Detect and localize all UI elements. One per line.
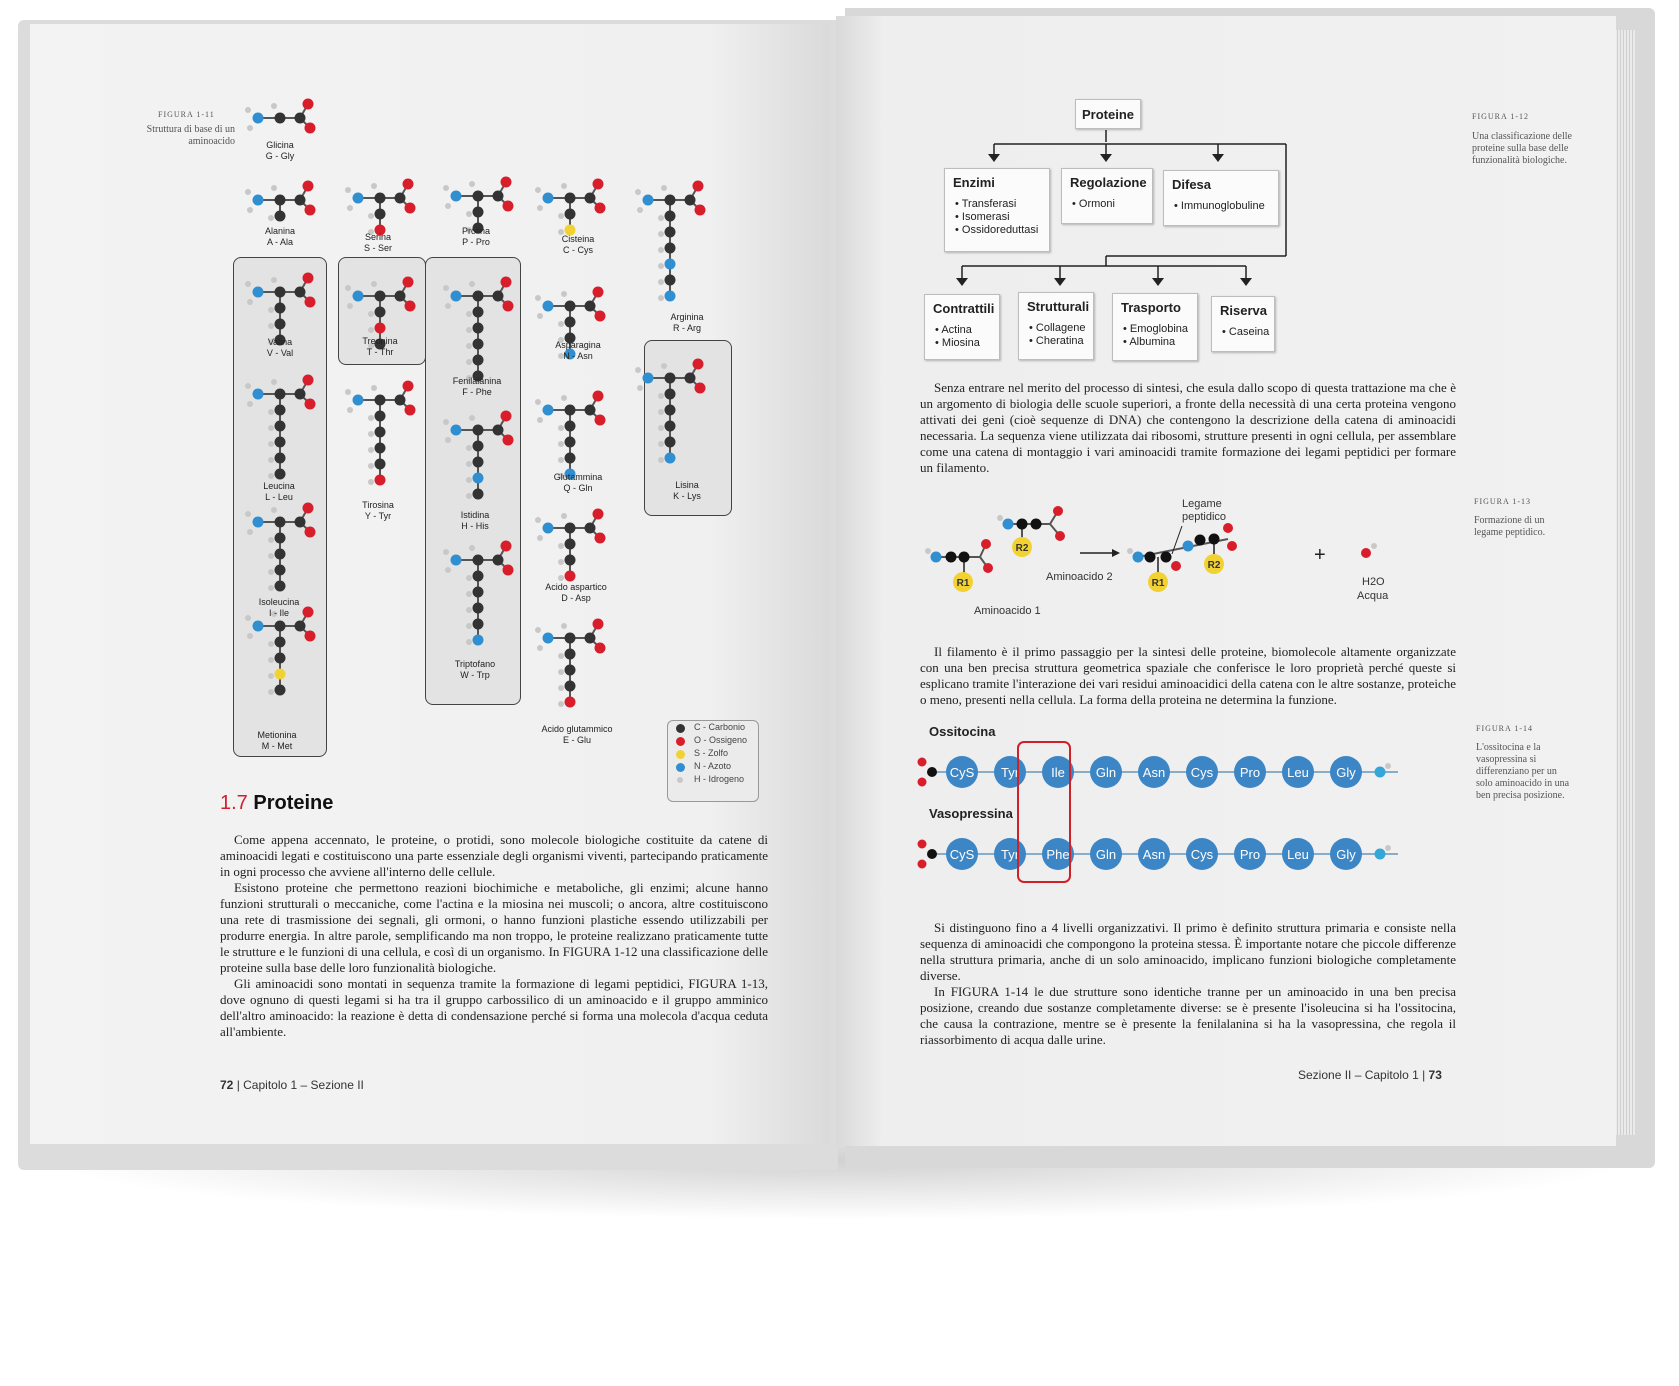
svg-text:R2: R2 — [1015, 543, 1029, 554]
left-body-text: Come appena accennato, le proteine, o protidi, sono molecole biologiche costituite da catene di aminoacidi legati e costituiscono una parte essenziale degli organismi viventi, partecipando praticamente in ogni processo che avviene all'interno delle cellule. Esistono proteine che permettono reazioni biochimiche e metaboliche, gli enzimi; alcune hanno funzioni strutturali o meccaniche, come l'actina e la miosina nei muscoli; o ancora, altre costituiscono una rete di trasmissione dei segnali, gli ormoni, o hanno funzioni plastiche essendo utilizzabili per produrre energia. In altre parole, semplificando ma non troppo, le proteine realizzano praticamente tutte le strutture e le funzioni di una cellula, e così di un organismo. In FIGURA 1-12 una classificazione delle proteine sulla base delle loro funzionalità biologiche. Gli aminoacidi sono montati in sequenza tramite la formazione di legami peptidici, FIGURA 1-13, dove ognuno di questi legami si ha tra il gruppo carbossilico di un aminoacido e il gruppo amminico dell'altro aminoacido: la reazione è detta di condensazione perché si forma una molecola d'acqua ceduta all'ambiente. — [220, 832, 768, 1039]
vasopressin-residue-label: Gly — [1336, 847, 1356, 862]
left-page — [30, 24, 830, 1144]
vasopressin-residue-label: Cys — [1190, 847, 1214, 862]
oxytocin-residue-label: Leu — [1287, 765, 1309, 780]
figure-caption: Struttura di base di un aminoacido — [146, 124, 235, 147]
org-box-strutturali: Strutturali • Collagene • Cheratina — [1018, 292, 1094, 360]
aa-label: Acido glutammico E - Glu — [541, 724, 613, 745]
svg-text:R1: R1 — [956, 578, 970, 589]
figure-label: FIGURA 1-13 — [1474, 497, 1532, 506]
aa-label: Arginina R - Arg — [670, 312, 704, 333]
oxytocin-residue-label: Ile — [1051, 765, 1065, 780]
figure-label: FIGURA 1-12 — [1472, 112, 1530, 121]
aa-label: Lisina K - Lys — [673, 480, 701, 501]
figure-caption: Formazione di un legame peptidico. — [1474, 515, 1546, 538]
atom-legend — [667, 720, 759, 802]
aa-label: Leucina L - Leu — [263, 481, 295, 502]
org-root-proteine: Proteine — [1075, 99, 1141, 129]
legend-item-sulfur: S - Zolfo — [668, 747, 758, 760]
aa-label: Glicina G - Gly — [265, 140, 295, 161]
aa-label: Alanina A - Ala — [264, 226, 296, 247]
org-box-enzimi: Enzimi • Transferasi • Isomerasi • Ossidoreduttasi — [944, 168, 1050, 252]
vasopressin-residue-label: CyS — [949, 847, 975, 862]
vasopressin-residue-label: Pro — [1239, 847, 1261, 862]
aa-label: Fenilalanina F - Phe — [452, 376, 502, 397]
legend-item-hydrogen: H - Idrogeno — [668, 773, 758, 786]
figure-label: FIGURA 1-11 — [158, 110, 215, 119]
vasopressin-residue-label: Phe — [1046, 847, 1070, 862]
vasopressin-residue-label: Gln — [1095, 847, 1117, 862]
svg-text:R2: R2 — [1207, 560, 1221, 571]
water-label: Acqua — [1357, 590, 1389, 602]
aa-label: Isoleucina I - Ile — [258, 597, 300, 618]
legend-item-oxygen: O - Ossigeno — [668, 734, 758, 747]
peptide-bond-label: Legame peptidico — [1182, 498, 1227, 523]
aa-label: Acido aspartico D - Asp — [545, 582, 607, 603]
right-paragraph-3: Si distinguono fino a 4 livelli organizzativi. Il primo è definito struttura primaria e consiste nella sequenza di aminoacidi che compongono la proteina stessa. È importante notare che piccole differenze nella struttura primaria, anche di un solo aminoacido, implicano funzioni biologiche completamente diverse. In FIGURA 1-14 le due strutture sono identiche tranne per un aminoacido in una ben precisa posizione, creando due sostanze completamente diverse: se è presente l'isoleucina si ha l'ossitocina, che causa la contrazione, mentre se è presente la fenilalanina si ha la vasopressina, che regola il riassorbimento di acqua dalle urine. — [920, 920, 1456, 1047]
oxytocin-residue-label: Gly — [1336, 765, 1356, 780]
org-box-contrattili: Contrattili • Actina • Miosina — [924, 294, 1000, 360]
oxytocin-residue-label: Asn — [1142, 765, 1166, 780]
org-box-regolazione: Regolazione • Ormoni — [1061, 168, 1153, 224]
aa-label: Glutammina Q - Gln — [553, 472, 603, 493]
aa-label: Cisteina C - Cys — [561, 234, 595, 255]
aa-label: Asparagina N - Asn — [555, 340, 601, 361]
right-footer: Sezione II – Capitolo 1 | 73 — [1298, 1068, 1442, 1082]
aa-label: Tirosina Y - Tyr — [362, 500, 394, 521]
vasopressin-residue-label: Asn — [1142, 847, 1166, 862]
oxytocin-residue-label: Pro — [1239, 765, 1261, 780]
oxytocin-residue-label: Cys — [1190, 765, 1214, 780]
aa-label: Prolina P - Pro — [461, 226, 490, 247]
oxytocin-residue-label: Gln — [1095, 765, 1117, 780]
vasopressin-residue-label: Leu — [1287, 847, 1309, 862]
aa-label: Triptofano W - Trp — [454, 659, 496, 680]
oxytocin-residue-label: Tyr — [1000, 765, 1020, 780]
plus-sign: + — [1314, 544, 1326, 566]
right-paragraph-2: Il filamento è il primo passaggio per la sintesi delle proteine, biomolecole altamente organizzate con una ben precisa struttura geometrica spaziale che conferisce le loro proprietà perché queste si esplicano tramite l'interazione dei vari residui aminoacidici della catena con le altre sostanze, proteiche o meno, presenti nella cellula. La forma della proteina ne determina la funzione. — [920, 644, 1456, 707]
legend-item-carbon: C - Carbonio — [668, 721, 758, 734]
svg-text:R1: R1 — [1151, 578, 1165, 589]
left-footer: 72 | Capitolo 1 – Sezione II — [220, 1078, 364, 1092]
right-page — [836, 16, 1616, 1146]
right-paragraph-1: Senza entrare nel merito del processo di sintesi, che esula dallo scopo di questa trattazione ma che è un argomento di biologia delle scuole superiori, a fronte della necessità di una certa proteina vengono attivati dei geni (cioè sequenze di DNA) che contengono la descrizione della catena di aminoacidi necessaria. La sequenza viene utilizzata dai ribosomi, strutture presenti in ogni cellula, per assemblare come una catena di montaggio i vari aminoacidi tramite formazione dei legami peptidici per formare un filamento. — [920, 380, 1456, 475]
legend-item-nitrogen: N - Azoto — [668, 760, 758, 773]
vasopressin-title: Vasopressina — [929, 806, 1013, 821]
aa-label: Metionina M - Met — [257, 730, 297, 751]
water-formula: H2O — [1362, 576, 1385, 588]
vasopressin-residue-label: Tyr — [1000, 847, 1020, 862]
aa-label: Istidina H - His — [460, 510, 490, 531]
aa-label: Valina V - Val — [266, 337, 294, 358]
figure-label: FIGURA 1-14 — [1476, 724, 1534, 733]
section-title: 1.7 Proteine — [220, 792, 334, 814]
aa1-label: Aminoacido 1 — [974, 605, 1041, 617]
org-box-difesa: Difesa • Immunoglobuline — [1163, 170, 1279, 226]
figure-caption: Una classificazione delle proteine sulla base delle funzionalità biologiche. — [1472, 131, 1572, 166]
aa2-label: Aminoacido 2 — [1046, 571, 1113, 583]
figure-caption: L'ossitocina e la vasopressina si differenziano per un solo aminoacido in una ben precisa posizione. — [1476, 742, 1570, 801]
aa-label: Treonina T - Thr — [362, 336, 398, 357]
org-box-riserva: Riserva • Caseina — [1211, 296, 1275, 352]
aa-label: Serina S - Ser — [363, 232, 392, 253]
oxytocin-residue-label: CyS — [949, 765, 975, 780]
org-box-trasporto: Trasporto • Emoglobina • Albumina — [1112, 293, 1198, 361]
oxytocin-title: Ossitocina — [929, 724, 996, 739]
